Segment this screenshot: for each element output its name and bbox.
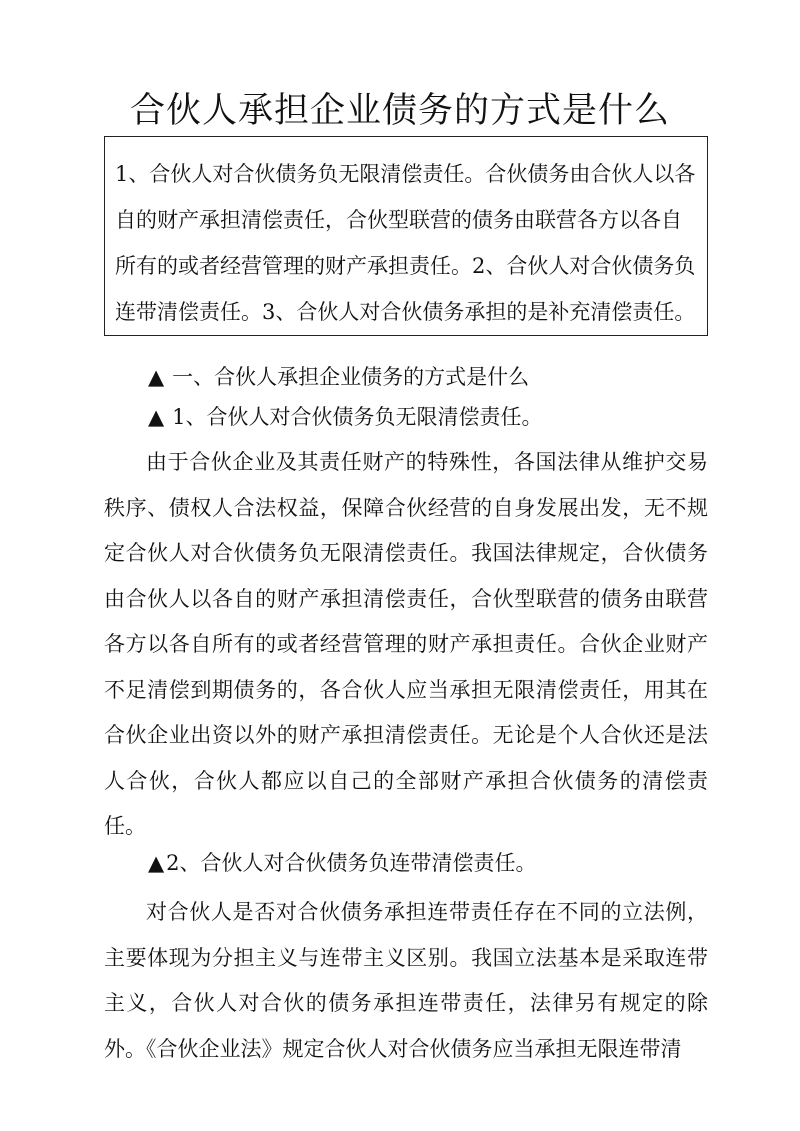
summary-box bbox=[104, 136, 708, 336]
summary-text: 1、合伙人对合伙债务负无限清偿责任。合伙债务由合伙人以各自的财产承担清偿责任，合伙型联营的债务由联营各方以各自所有的或者经营管理的财产承担责任。2、合伙人对合伙债务负连带清偿责任。3、合伙人对合伙债务承担的是补充清偿责任。 bbox=[115, 162, 696, 324]
section-heading-1 bbox=[148, 357, 529, 397]
section-heading-3 bbox=[148, 843, 537, 883]
triangle-bullet-icon: ▲ bbox=[148, 851, 165, 875]
page-title: 合伙人承担企业债务的方式是什么 bbox=[129, 91, 670, 132]
body-paragraph-1: 由于合伙企业及其责任财产的特殊性，各国法律从维护交易秩序、债权人合法权益，保障合伙经营的自身发展出发，无不规定合伙人对合伙债务负无限清偿责任。我国法律规定，合伙债务由合伙人以各自的财产承担清偿责任，合伙型联营的债务由联营各方以各自所有的或者经营管理的财产承担责任。合伙企业财产不足清偿到期债务的，各合伙人应当承担无限清偿责任，用其在合伙企业出资以外的财产承担清偿责任。无论是个人合伙还是法人合伙，合伙人都应以自己的全部财产承担合伙债务的清偿责任。 bbox=[104, 450, 708, 838]
triangle-bullet-icon: ▲ bbox=[148, 365, 165, 389]
triangle-bullet-icon: ▲ bbox=[148, 405, 165, 429]
section-heading-1-text: 一、合伙人承担企业债务的方式是什么 bbox=[172, 365, 530, 389]
section-heading-2-text: 1、合伙人对合伙债务负无限清偿责任。 bbox=[172, 405, 543, 429]
section-heading-3-text: 2、合伙人对合伙债务负连带清偿责任。 bbox=[166, 851, 537, 875]
body-paragraph-2: 对合伙人是否对合伙债务承担连带责任存在不同的立法例，主要体现为分担主义与连带主义区别。我国立法基本是采取连带主义，合伙人对合伙的债务承担连带责任，法律另有规定的除外。《合伙企业法》规定合伙人对合伙债务应当承担无限连带清 bbox=[104, 900, 708, 1061]
